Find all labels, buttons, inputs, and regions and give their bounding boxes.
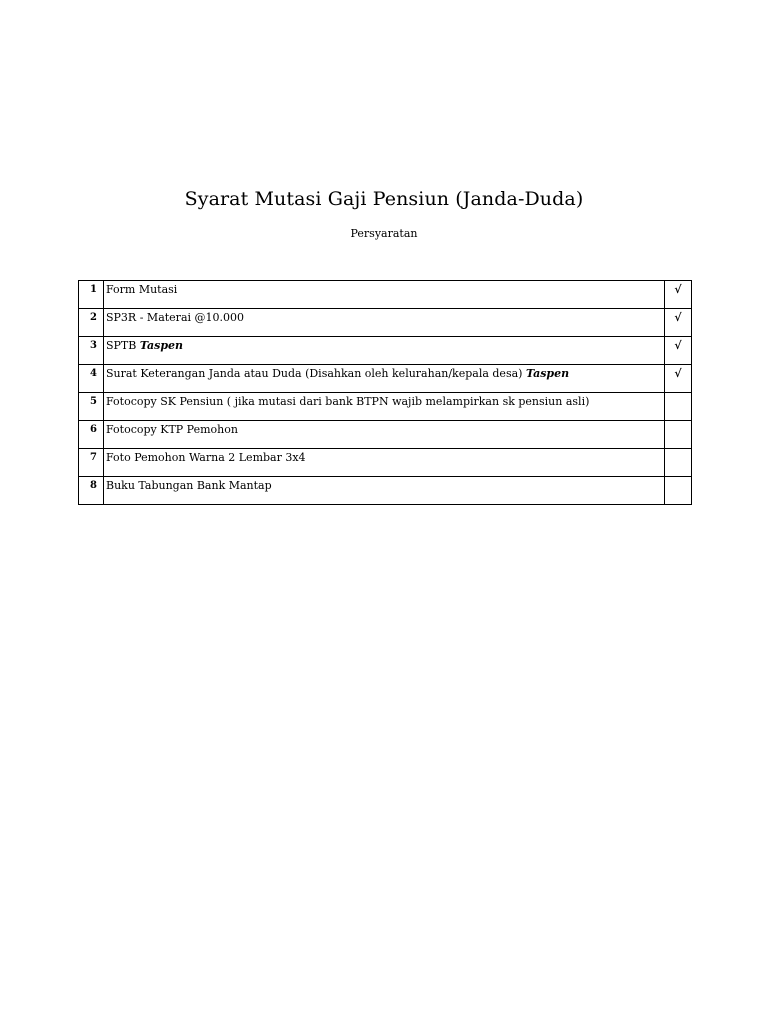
requirement-label: Fotocopy SK Pensiun ( jika mutasi dari bank BTPN wajib melampirkan sk pensiun asli) [106, 395, 590, 408]
table-row [79, 477, 692, 505]
requirement-label: SPTB [106, 339, 140, 352]
requirement-text [104, 309, 665, 337]
requirement-label: Fotocopy KTP Pemohon [106, 423, 238, 436]
requirement-label: Foto Pemohon Warna 2 Lembar 3x4 [106, 451, 306, 464]
table-row [79, 365, 692, 393]
requirement-label: SP3R - Materai @10.000 [106, 311, 244, 324]
check-mark [665, 477, 692, 505]
table-row [79, 309, 692, 337]
row-number: 2 [79, 309, 104, 337]
row-number: 3 [79, 337, 104, 365]
document-subtitle: Persyaratan [350, 227, 418, 240]
check-mark: √ [665, 337, 692, 365]
check-mark [665, 449, 692, 477]
requirement-text [104, 477, 665, 505]
table-row [79, 393, 692, 421]
check-mark [665, 421, 692, 449]
row-number: 7 [79, 449, 104, 477]
requirement-label: Surat Keterangan Janda atau Duda (Disahkan oleh kelurahan/kepala desa) [106, 367, 526, 380]
requirement-label: Form Mutasi [106, 283, 178, 296]
requirement-text [104, 337, 665, 365]
requirement-text [104, 281, 665, 309]
requirements-table [78, 280, 692, 505]
row-number: 6 [79, 421, 104, 449]
row-number: 8 [79, 477, 104, 505]
document-title: Syarat Mutasi Gaji Pensiun (Janda-Duda) [184, 188, 584, 210]
table-row [79, 449, 692, 477]
requirement-emphasis: Taspen [525, 367, 570, 380]
requirement-text [104, 393, 665, 421]
table-row [79, 337, 692, 365]
requirement-label: Buku Tabungan Bank Mantap [106, 479, 272, 492]
row-number: 1 [79, 281, 104, 309]
row-number: 5 [79, 393, 104, 421]
check-mark [665, 393, 692, 421]
check-mark: √ [665, 365, 692, 393]
requirement-emphasis: Taspen [139, 339, 183, 352]
table-row [79, 421, 692, 449]
requirement-text [104, 449, 665, 477]
table-row [79, 281, 692, 309]
requirement-text [104, 421, 665, 449]
row-number: 4 [79, 365, 104, 393]
check-mark: √ [665, 309, 692, 337]
requirement-text [104, 365, 665, 393]
check-mark: √ [665, 281, 692, 309]
